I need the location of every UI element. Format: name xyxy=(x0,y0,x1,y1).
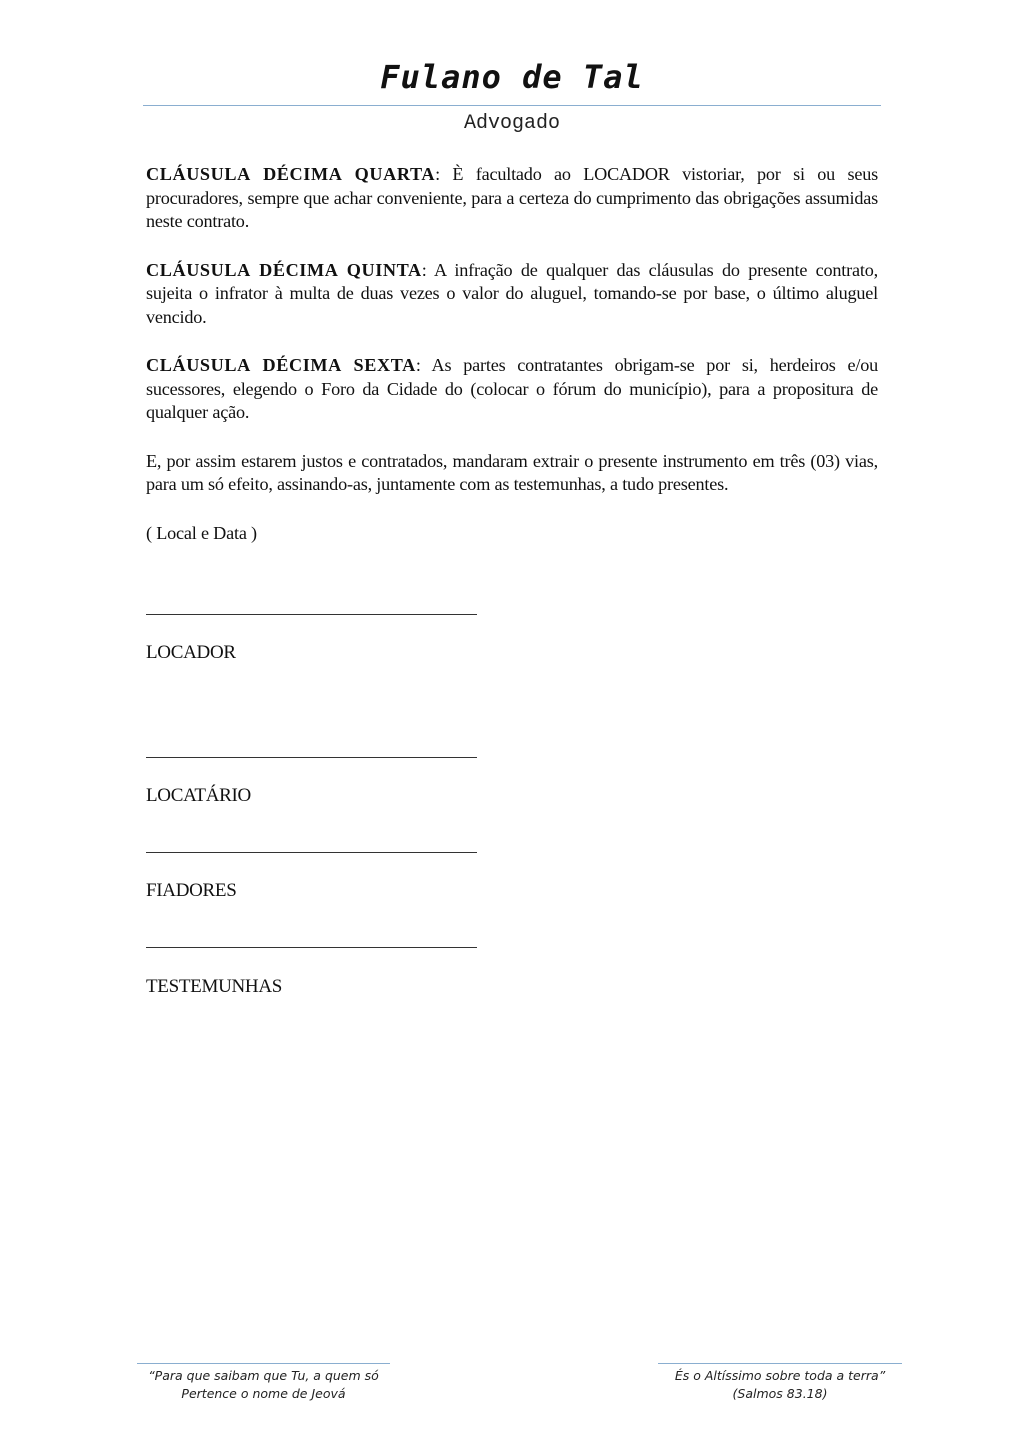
signature-label-testemunhas: TESTEMUNHAS xyxy=(146,976,283,997)
footer-left-divider xyxy=(137,1363,390,1364)
footer-left-quote xyxy=(137,1367,390,1403)
clause-14-text: : È facultado ao LOCADOR vistoriar, por si ou seus procuradores, sempre que achar conveniente, para a certeza do cumprimento das obrigações assumidas neste contrato. xyxy=(146,164,878,231)
contract-body xyxy=(146,163,878,570)
closing-paragraph: E, por assim estarem justos e contratados, mandaram extrair o presente instrumento em três (03) vias, para um só efeito, assinando-as, juntamente com as testemunhas, a tudo presentes. xyxy=(146,450,878,494)
clause-16-text: : As partes contratantes obrigam-se por si, herdeiros e/ou sucessores, elegendo o Foro da Cidade do (colocar o fórum do município), para a propositura de qualquer ação. xyxy=(146,355,878,422)
signature-label-fiadores: FIADORES xyxy=(146,880,237,901)
header-role: Advogado xyxy=(463,112,560,135)
footer-right-divider xyxy=(658,1363,902,1364)
signature-label-locador: LOCADOR xyxy=(146,642,236,663)
footer-left-line2: Pertence o nome de Jeová xyxy=(181,1386,346,1401)
clause-15-title: CLÁUSULA DÉCIMA QUINTA xyxy=(146,259,422,280)
signature-line-locatario xyxy=(146,757,477,758)
footer-right-quote xyxy=(658,1367,902,1403)
header-divider xyxy=(143,105,881,106)
footer-right-line1: És o Altíssimo sobre toda a terra” xyxy=(674,1368,886,1383)
header-name: Fulano de Tal xyxy=(380,58,644,96)
clause-16 xyxy=(146,354,878,425)
clause-14 xyxy=(146,163,878,234)
signature-line-fiadores xyxy=(146,852,477,853)
signature-label-locatario: LOCATÁRIO xyxy=(146,785,251,806)
clause-16-title: CLÁUSULA DÉCIMA SEXTA xyxy=(146,355,416,375)
clause-15 xyxy=(146,259,878,330)
signature-line-testemunhas xyxy=(146,947,477,948)
footer-left-line1: “Para que saibam que Tu, a quem só xyxy=(148,1368,379,1383)
clause-14-title: CLÁUSULA DÉCIMA QUARTA xyxy=(146,164,436,184)
clause-15-text: : A infração de qualquer das cláusulas do presente contrato, sujeita o infrator à multa de duas vezes o valor do aluguel, tomando-se por base, o último aluguel vencido. xyxy=(146,259,878,327)
signature-line-locador xyxy=(146,614,477,615)
footer-right-line2: (Salmos 83.18) xyxy=(732,1386,828,1401)
place-and-date: ( Local e Data ) xyxy=(146,522,257,543)
